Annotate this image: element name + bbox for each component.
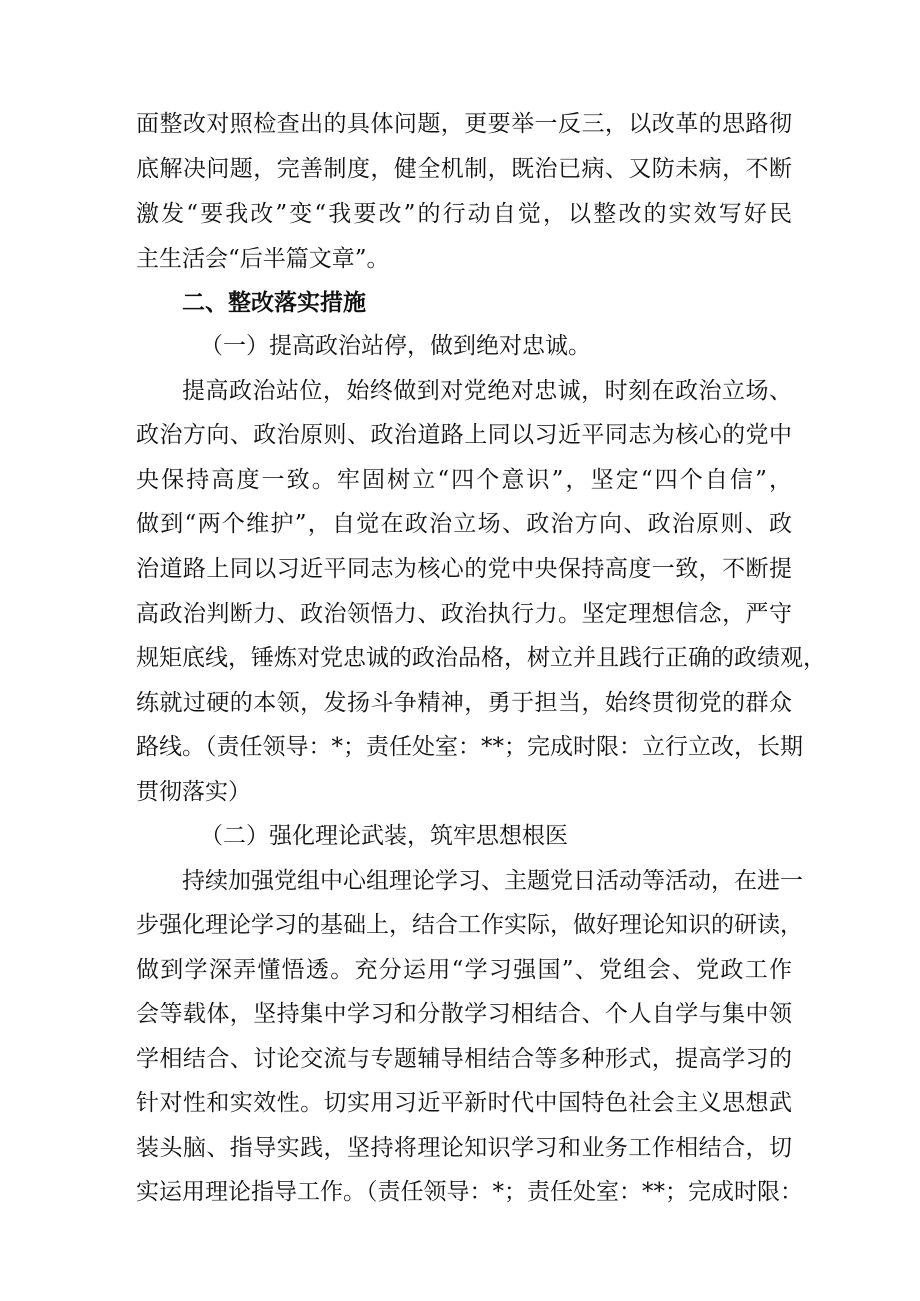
paragraph-line: 治道路上同以习近平同志为核心的党中央保持高度一致，不断提: [136, 556, 792, 582]
section-heading: 二、整改落实措施: [182, 290, 366, 316]
paragraph-line: 规矩底线，锤炼对党忠诚的政治品格，树立并且践行正确的政绩观，: [136, 645, 826, 671]
paragraph-line: 贯彻落实）: [136, 779, 251, 805]
paragraph-line: 面整改对照检查出的具体问题，更要举一反三，以改革的思路彻: [136, 111, 792, 137]
paragraph-line: 高政治判断力、政治领悟力、政治执行力。坚定理想信念，严守: [136, 601, 792, 627]
paragraph-line: 央保持高度一致。牢固树立“四个意识”，坚定“四个自信”，: [136, 467, 792, 493]
paragraph-line: 做到“两个维护”，自觉在政治立场、政治方向、政治原则、政: [136, 511, 792, 537]
paragraph-line: 针对性和实效性。切实用习近平新时代中国特色社会主义思想武: [136, 1090, 792, 1116]
paragraph-line: 提高政治站位，始终做到对党绝对忠诚，时刻在政治立场、: [182, 378, 792, 404]
paragraph-line: 政治方向、政治原则、政治道路上同以习近平同志为核心的党中: [136, 422, 792, 448]
paragraph-line: 持续加强党组中心组理论学习、主题党日活动等活动，在进一: [182, 868, 803, 894]
paragraph-line: 主生活会“后半篇文章”。: [136, 246, 390, 272]
paragraph-line: 底解决问题，完善制度，健全机制，既治已病、又防未病，不断: [136, 156, 792, 182]
paragraph-line: 路线。（责任领导：*；责任处室：**；完成时限：立行立改，长期: [136, 734, 803, 760]
subsection-heading: （二）强化理论武装，筑牢思想根医: [200, 823, 568, 849]
paragraph-line: 实运用理论指导工作。（责任领导：*；责任处室：**；完成时限：: [136, 1179, 803, 1205]
paragraph-line: 激发“要我改”变“我要改”的行动自觉，以整改的实效写好民: [136, 201, 792, 227]
paragraph-line: 装头脑、指导实践，坚持将理论知识学习和业务工作相结合，切: [136, 1135, 792, 1161]
paragraph-line: 学相结合、讨论交流与专题辅导相结合等多种形式，提高学习的: [136, 1046, 792, 1072]
paragraph-line: 做到学深弄懂悟透。充分运用“学习强国”、党组会、党政工作: [136, 957, 792, 983]
subsection-heading: （一）提高政治站停，做到绝对忠诚。: [200, 333, 591, 359]
paragraph-line: 步强化理论学习的基础上，结合工作实际，做好理论知识的研读，: [136, 912, 803, 938]
paragraph-line: 会等载体，坚持集中学习和分散学习相结合、个人自学与集中领: [136, 1001, 792, 1027]
paragraph-line: 练就过硬的本领，发扬斗争精神，勇于担当，始终贯彻党的群众: [136, 690, 792, 716]
